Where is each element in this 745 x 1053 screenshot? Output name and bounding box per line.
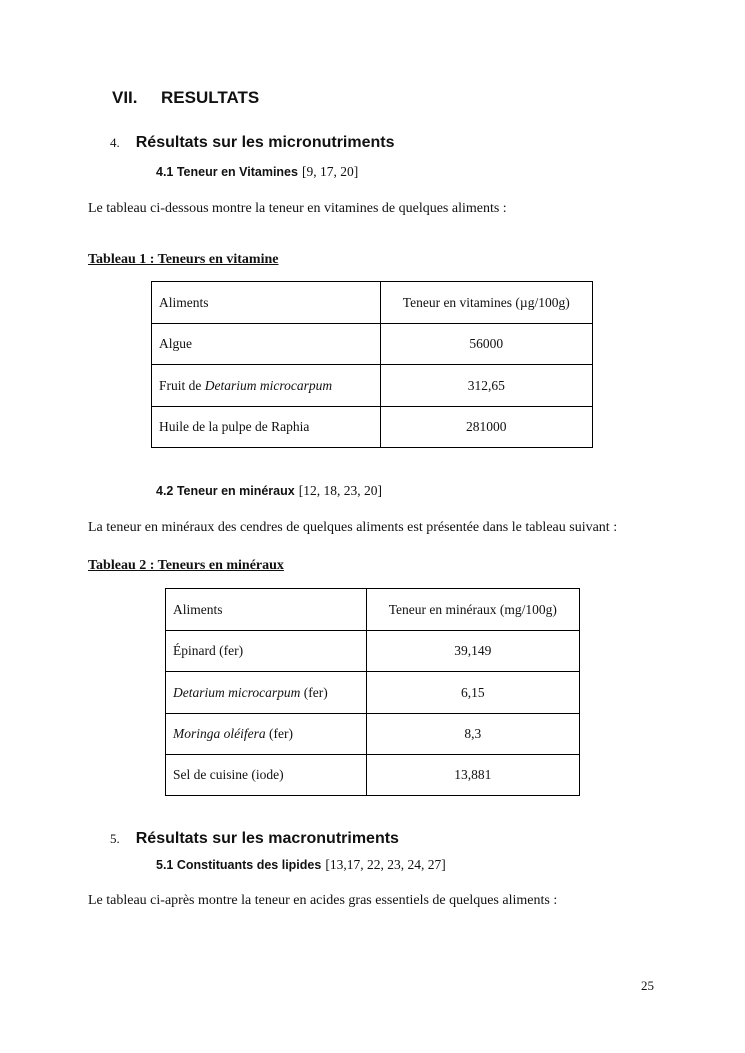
paragraph-minerals-intro: La teneur en minéraux des cendres de quelques aliments est présentée dans le tableau suivant :	[88, 520, 618, 535]
subsection-4-2-refs: [12, 18, 23, 20]	[298, 483, 382, 498]
section-heading	[112, 88, 259, 108]
table-2-header-row	[166, 589, 580, 631]
subsection-5-title: Résultats sur les macronutriments	[135, 830, 399, 847]
table-1-vitamins	[151, 281, 593, 448]
subsection-4-number: 4.	[110, 135, 120, 150]
table-cell-aliment: Épinard (fer)	[166, 631, 367, 672]
table-cell-aliment: Sel de cuisine (iode)	[166, 755, 367, 796]
table-1-header-aliments: Aliments	[152, 282, 381, 324]
subsection-4-2-title: 4.2 Teneur en minéraux	[156, 484, 295, 498]
paragraph-vitamins-intro: Le tableau ci-dessous montre la teneur en vitamines de quelques aliments :	[88, 201, 507, 216]
table-cell-value: 8,3	[366, 714, 579, 755]
table-row	[152, 407, 593, 448]
subsection-5-1-title: 5.1 Constituants des lipides	[156, 858, 322, 872]
paragraph-fatty-acids-intro: Le tableau ci-après montre la teneur en acides gras essentiels de quelques aliments :	[88, 893, 558, 908]
table-cell-aliment: Fruit de Detarium microcarpum	[152, 365, 381, 407]
table-cell-value: 13,881	[366, 755, 579, 796]
table-cell-value: 39,149	[366, 631, 579, 672]
subsection-4-2-heading	[156, 482, 382, 500]
table-row	[166, 714, 580, 755]
subsection-4-1-refs: [9, 17, 20]	[301, 164, 359, 179]
subsection-5-1-heading	[156, 856, 446, 874]
table-cell-aliment: Detarium microcarpum (fer)	[166, 672, 367, 714]
subsection-4-heading	[110, 134, 395, 152]
table-1-caption: Tableau 1 : Teneurs en vitamine	[88, 252, 279, 267]
table-2-caption: Tableau 2 : Teneurs en minéraux	[88, 558, 284, 573]
table-cell-value: 6,15	[366, 672, 579, 714]
table-1-header-row	[152, 282, 593, 324]
subsection-4-1-heading	[156, 163, 358, 181]
table-row	[166, 631, 580, 672]
page-number: 25	[641, 978, 654, 993]
table-cell-aliment: Algue	[152, 324, 381, 365]
section-title: RESULTATS	[160, 88, 260, 107]
table-row	[166, 672, 580, 714]
table-row	[166, 755, 580, 796]
table-cell-aliment: Moringa oléifera (fer)	[166, 714, 367, 755]
table-cell-value: 56000	[380, 324, 593, 365]
table-cell-value: 312,65	[380, 365, 593, 407]
subsection-5-number: 5.	[110, 831, 120, 846]
table-cell-value: 281000	[380, 407, 593, 448]
table-2-header-aliments: Aliments	[166, 589, 367, 631]
table-2-header-teneur: Teneur en minéraux (mg/100g)	[366, 589, 579, 631]
table-row	[152, 365, 593, 407]
subsection-5-heading	[110, 830, 399, 848]
table-2-minerals	[165, 588, 580, 796]
subsection-4-title: Résultats sur les micronutriments	[135, 134, 395, 151]
section-number: VII.	[112, 88, 138, 107]
table-row	[152, 324, 593, 365]
table-cell-aliment: Huile de la pulpe de Raphia	[152, 407, 381, 448]
subsection-5-1-refs: [13,17, 22, 23, 24, 27]	[325, 857, 446, 872]
table-1-header-teneur: Teneur en vitamines (µg/100g)	[380, 282, 593, 324]
subsection-4-1-title: 4.1 Teneur en Vitamines	[156, 165, 298, 179]
